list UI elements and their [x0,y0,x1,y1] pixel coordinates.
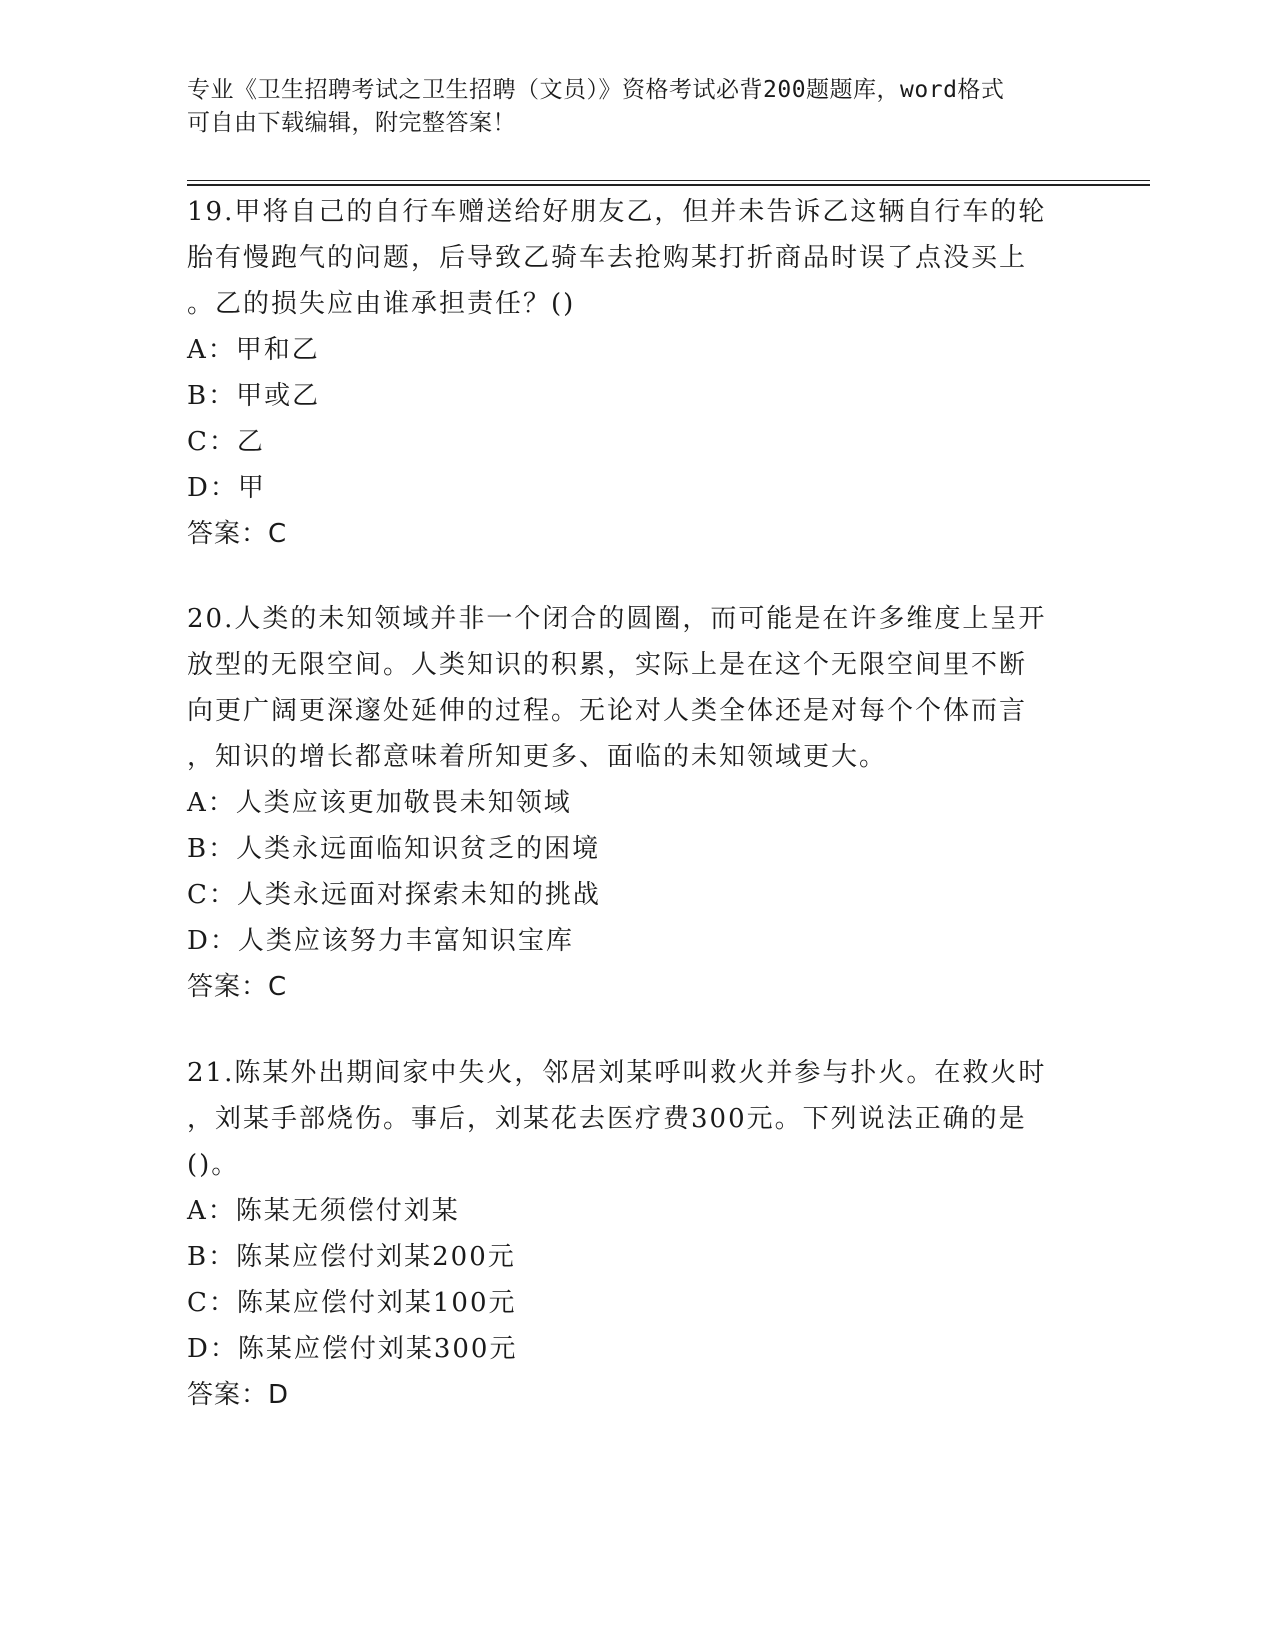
question-text: ，刘某手部烧伤。事后，刘某花去医疗费300元。下列说法正确的是 [187,1104,1027,1134]
option-b: B：陈某应偿付刘某200元 [187,1242,516,1272]
divider [187,184,1150,186]
question-text: 胎有慢跑气的问题，后导致乙骑车去抢购某打折商品时误了点没买上 [187,243,1028,273]
header-line: 可自由下载编辑，附完整答案！ [187,110,516,136]
option-d: D：甲 [187,473,266,503]
option-a: A：陈某无须偿付刘某 [187,1196,460,1226]
question-21 [187,1050,1087,1418]
answer: 答案：C [187,519,288,549]
option-c: C：人类永远面对探索未知的挑战 [187,880,601,910]
question-text: 放型的无限空间。人类知识的积累，实际上是在这个无限空间里不断 [187,650,1028,680]
question-text: 向更广阔更深邃处延伸的过程。无论对人类全体还是对每个个体而言 [187,696,1028,726]
option-d: D：人类应该努力丰富知识宝库 [187,926,574,956]
option-a: A：人类应该更加敬畏未知领域 [187,788,572,818]
question-text: 20.人类的未知领域并非一个闭合的圆圈，而可能是在许多维度上呈开 [187,604,1047,634]
answer: 答案：D [187,1380,290,1410]
question-text: ()。 [187,1150,240,1180]
header-line: 专业《卫生招聘考试之卫生招聘（文员）》资格考试必背200题题库，word格式 [187,77,1005,103]
divider [187,180,1150,181]
option-a: A：甲和乙 [187,335,320,365]
question-text: 。乙的损失应由谁承担责任？() [187,289,576,319]
option-b: B：甲或乙 [187,381,321,411]
answer: 答案：C [187,972,288,1002]
option-b: B：人类永远面临知识贫乏的困境 [187,834,601,864]
document-header [187,74,1087,140]
question-19 [187,189,1087,557]
question-text: 21.陈某外出期间家中失火，邻居刘某呼叫救火并参与扑火。在救火时 [187,1058,1047,1088]
question-text: ，知识的增长都意味着所知更多、面临的未知领域更大。 [187,742,888,772]
option-c: C：乙 [187,427,265,457]
question-text: 19.甲将自己的自行车赠送给好朋友乙，但并未告诉乙这辆自行车的轮 [187,197,1047,227]
question-20 [187,596,1087,1010]
option-d: D：陈某应偿付刘某300元 [187,1334,518,1364]
option-c: C：陈某应偿付刘某100元 [187,1288,517,1318]
